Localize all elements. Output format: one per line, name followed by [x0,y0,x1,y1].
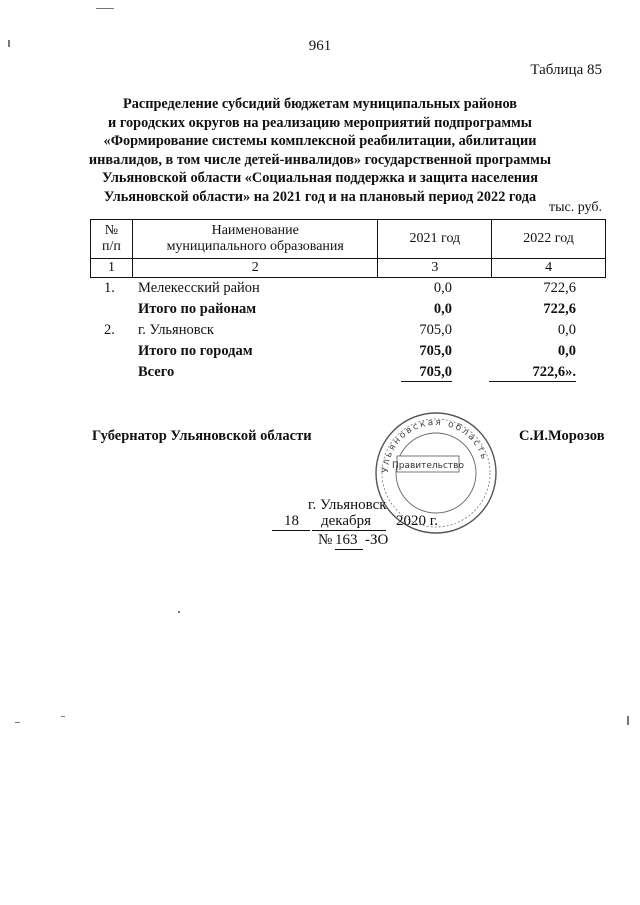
header-name [132,220,378,259]
scan-speck [96,8,114,9]
row-2022: 0,0 [557,322,576,338]
column-number: 4 [492,259,606,278]
city-label: г. Ульяновск [308,497,387,513]
row-2021: 705,0 [419,343,452,359]
row-2022: 722,6». [489,364,577,382]
title-line: «Формирование системы комплексной реабилитации, абилитации [103,133,537,150]
row-2022: 722,6 [543,280,576,296]
signing-date [272,513,442,533]
law-number [318,532,418,552]
scan-speck [8,40,10,47]
seal-center-text: Правительство [392,461,464,471]
title-line: и городских округов на реализацию мероприятий подпрограммы [108,114,532,131]
scan-speck [178,611,180,613]
table-body [90,280,606,385]
row-name: Итого по городам [138,343,253,359]
units-label: тыс. руб. [549,200,602,215]
header-name-line1: Наименование [211,223,299,238]
header-year-2021: 2021 год [378,220,492,259]
column-number: 2 [132,259,378,278]
table-row [90,280,606,301]
row-2021: 0,0 [433,280,452,296]
date-month: декабря [321,513,372,529]
row-num: 1. [104,280,115,296]
signer-position: Губернатор Ульяновской области [92,428,312,444]
column-number: 1 [91,259,133,278]
title-line: Распределение субсидий бюджетам муниципальных районов [122,96,517,112]
number-suffix: -ЗО [365,532,389,548]
title-line: инвалидов, в том числе детей-инвалидов» государственной программы [88,151,552,168]
table-row-total [90,364,606,385]
header-num-line1: № [104,223,119,238]
scan-speck [15,722,20,723]
title-line: Ульяновской области» на 2021 год и на плановый период 2022 года [103,188,537,205]
date-year: 2020 г. [396,513,438,529]
row-2022: 0,0 [557,343,576,359]
row-2022: 722,6 [543,301,576,317]
header-num-line2: п/п [102,239,121,254]
row-num: 2. [104,322,115,338]
header-num [91,220,133,259]
row-name: Всего [138,364,175,380]
signer-name: С.И.Морозов [519,428,605,444]
scan-speck [627,716,629,725]
column-number-row [91,259,606,278]
table-row [90,301,606,322]
table-row [90,343,606,364]
date-day: 18 [284,513,299,529]
row-2021: 705,0 [401,364,452,382]
table-row [90,322,606,343]
scan-speck [61,716,65,717]
header-year-2022: 2022 год [492,220,606,259]
title-line: Ульяновской области «Социальная поддержка и защита населения [101,170,539,187]
row-name: г. Ульяновск [138,322,214,338]
row-name: Мелекесский район [138,280,260,296]
number-prefix: № [318,532,333,548]
seal-ring-text: Ульяновская область [380,417,490,474]
number-value: 163 [335,532,358,548]
document-title [60,95,580,207]
table-label: Таблица 85 [530,62,602,78]
subsidy-table-header [90,219,606,278]
row-2021: 705,0 [419,322,452,338]
row-2021: 0,0 [433,301,452,317]
row-name: Итого по районам [138,301,257,317]
page-number: 961 [308,38,332,54]
column-number: 3 [378,259,492,278]
header-row [91,220,606,259]
header-name-line2: муниципального образования [166,239,344,254]
